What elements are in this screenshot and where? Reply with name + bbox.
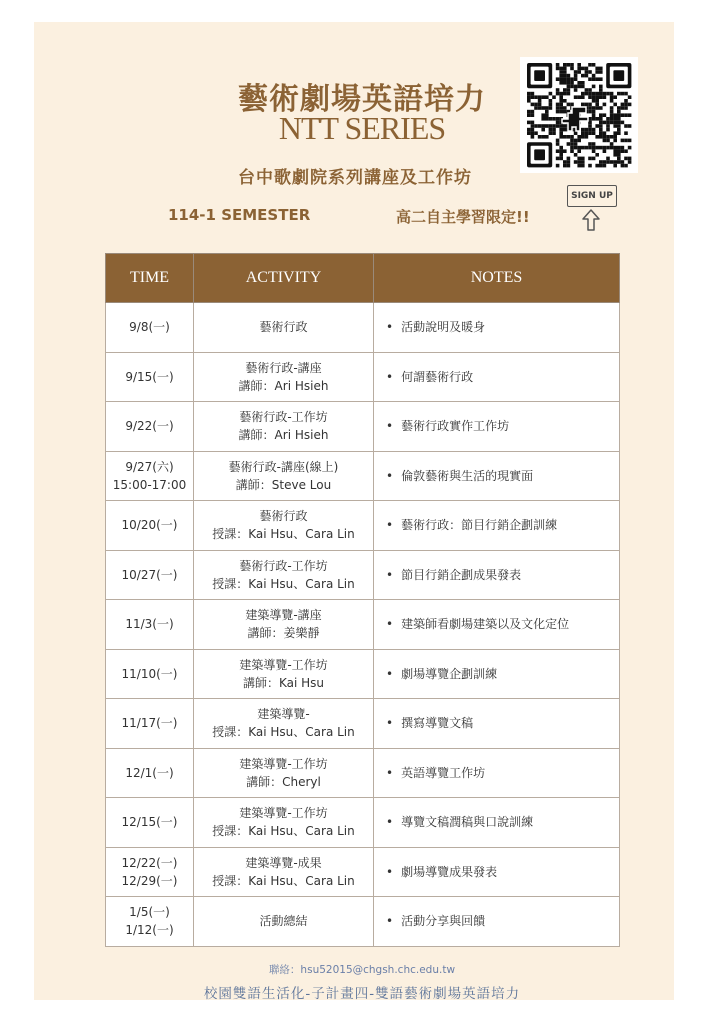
cell-time bbox=[106, 649, 194, 699]
cell-activity bbox=[194, 748, 374, 798]
activity-line: 講師：Steve Lou bbox=[235, 477, 332, 492]
note-text: 倫敦藝術與生活的現實面 bbox=[401, 468, 534, 483]
note-text: 英語導覽工作坊 bbox=[401, 765, 486, 780]
activity-line: 建築導覽-工作坊 bbox=[239, 806, 328, 821]
time-line: 1/12(一) bbox=[125, 923, 174, 938]
cell-note bbox=[374, 600, 620, 650]
note-text: 活動說明及暖身 bbox=[401, 320, 486, 335]
table-row bbox=[106, 897, 620, 947]
cell-activity bbox=[194, 501, 374, 551]
signup-badge[interactable] bbox=[567, 185, 619, 233]
cell-time bbox=[106, 847, 194, 897]
cell-time bbox=[106, 352, 194, 402]
note-text: 節目行銷企劃成果發表 bbox=[401, 567, 522, 582]
cell-activity bbox=[194, 600, 374, 650]
cell-note bbox=[374, 402, 620, 452]
activity-line: 藝術行政-工作坊 bbox=[239, 558, 328, 573]
time-line: 1/5(一) bbox=[129, 905, 170, 920]
table-row bbox=[106, 748, 620, 798]
header-activity: ACTIVITY bbox=[194, 254, 374, 303]
cell-time bbox=[106, 402, 194, 452]
cell-activity bbox=[194, 699, 374, 749]
time-line: 12/1(一) bbox=[125, 765, 174, 780]
note-text: 藝術行政實作工作坊 bbox=[401, 419, 510, 434]
note-text: 何謂藝術行政 bbox=[401, 369, 474, 384]
activity-line: 藝術行政-工作坊 bbox=[239, 410, 328, 425]
title-english: NTT SERIES bbox=[278, 110, 446, 146]
cell-activity bbox=[194, 897, 374, 947]
time-line: 9/27(六) bbox=[125, 459, 174, 474]
activity-line: 授課：Kai Hsu、Cara Lin bbox=[212, 527, 355, 542]
activity-line: 授課：Kai Hsu、Cara Lin bbox=[212, 576, 355, 591]
activity-line: 授課：Kai Hsu、Cara Lin bbox=[212, 725, 355, 740]
cell-activity bbox=[194, 451, 374, 501]
cell-note bbox=[374, 451, 620, 501]
cell-activity bbox=[194, 649, 374, 699]
table-row bbox=[106, 550, 620, 600]
activity-line: 講師：Ari Hsieh bbox=[238, 378, 329, 393]
activity-line: 藝術行政 bbox=[259, 320, 308, 335]
cell-note bbox=[374, 501, 620, 551]
note-text: 建築師看劇場建築以及文化定位 bbox=[401, 617, 570, 632]
cell-note bbox=[374, 897, 620, 947]
signup-label: SIGN UP bbox=[567, 185, 617, 207]
semester-label: 114-1 SEMESTER bbox=[168, 206, 311, 224]
cell-note bbox=[374, 748, 620, 798]
cell-activity bbox=[194, 798, 374, 848]
eligibility-note: 高二自主學習限定!! bbox=[396, 208, 530, 226]
activity-line: 建築導覽-講座 bbox=[245, 608, 322, 623]
cell-time bbox=[106, 303, 194, 353]
table-row bbox=[106, 402, 620, 452]
activity-line: 授課：Kai Hsu、Cara Lin bbox=[212, 873, 355, 888]
time-line: 12/29(一) bbox=[121, 873, 178, 888]
note-text: 劇場導覽成果發表 bbox=[401, 864, 498, 879]
activity-line: 講師：姜樂靜 bbox=[247, 626, 320, 641]
cell-time bbox=[106, 699, 194, 749]
activity-line: 講師：Kai Hsu bbox=[242, 675, 325, 690]
header-time: TIME bbox=[106, 254, 194, 303]
cell-time bbox=[106, 897, 194, 947]
contact-email: 聯絡：hsu52015@chgsh.chc.edu.tw bbox=[268, 964, 456, 976]
time-line: 11/17(一) bbox=[121, 716, 178, 731]
cell-time bbox=[106, 550, 194, 600]
table-row bbox=[106, 798, 620, 848]
cell-activity bbox=[194, 303, 374, 353]
time-line: 11/10(一) bbox=[121, 666, 178, 681]
arrow-up-icon bbox=[582, 209, 600, 231]
schedule-table bbox=[105, 253, 620, 947]
activity-line: 活動總結 bbox=[259, 914, 308, 929]
table-row bbox=[106, 352, 620, 402]
activity-line: 建築導覽-工作坊 bbox=[239, 657, 328, 672]
note-text: 藝術行政：節目行銷企劃訓練 bbox=[401, 518, 558, 533]
qr-code-graphic bbox=[520, 57, 638, 173]
cell-activity bbox=[194, 550, 374, 600]
time-line: 9/22(一) bbox=[125, 419, 174, 434]
cell-note bbox=[374, 649, 620, 699]
time-line: 12/22(一) bbox=[121, 855, 178, 870]
cell-activity bbox=[194, 402, 374, 452]
table-row bbox=[106, 699, 620, 749]
qr-code-icon[interactable] bbox=[520, 57, 638, 173]
activity-line: 講師：Cheryl bbox=[246, 774, 321, 789]
table-row bbox=[106, 501, 620, 551]
activity-line: 藝術行政 bbox=[259, 509, 308, 524]
activity-line: 講師：Ari Hsieh bbox=[238, 428, 329, 443]
time-line: 12/15(一) bbox=[121, 815, 178, 830]
cell-time bbox=[106, 600, 194, 650]
activity-line: 建築導覽-工作坊 bbox=[239, 756, 328, 771]
note-text: 撰寫導覽文稿 bbox=[401, 716, 474, 731]
cell-note bbox=[374, 699, 620, 749]
cell-note bbox=[374, 847, 620, 897]
time-line: 10/27(一) bbox=[121, 567, 178, 582]
activity-line: 藝術行政-講座(線上) bbox=[228, 459, 339, 474]
activity-line: 建築導覽- bbox=[257, 707, 310, 722]
time-line: 9/15(一) bbox=[125, 369, 174, 384]
table-row bbox=[106, 847, 620, 897]
footer-program-line: 校園雙語生活化-子計畫四-雙語藝術劇場英語培力 bbox=[203, 986, 521, 1002]
cell-activity bbox=[194, 847, 374, 897]
table-row bbox=[106, 303, 620, 353]
cell-activity bbox=[194, 352, 374, 402]
subtitle: 台中歌劇院系列講座及工作坊 bbox=[238, 168, 472, 188]
table-row bbox=[106, 649, 620, 699]
cell-note bbox=[374, 798, 620, 848]
table-header-row bbox=[106, 254, 620, 303]
table-row bbox=[106, 600, 620, 650]
time-line: 11/3(一) bbox=[125, 617, 174, 632]
note-text: 導覽文稿潤稿與口說訓練 bbox=[401, 815, 534, 830]
cell-time bbox=[106, 748, 194, 798]
time-line: 15:00-17:00 bbox=[112, 477, 187, 492]
activity-line: 藝術行政-講座 bbox=[245, 360, 322, 375]
activity-line: 建築導覽-成果 bbox=[245, 855, 322, 870]
cell-time bbox=[106, 501, 194, 551]
table-row bbox=[106, 451, 620, 501]
time-line: 10/20(一) bbox=[121, 518, 178, 533]
note-text: 活動分享與回饋 bbox=[401, 914, 486, 929]
title-chinese: 藝術劇場英語培力 bbox=[238, 82, 486, 117]
activity-line: 授課：Kai Hsu、Cara Lin bbox=[212, 824, 355, 839]
cell-note bbox=[374, 550, 620, 600]
cell-note bbox=[374, 352, 620, 402]
note-text: 劇場導覽企劃訓練 bbox=[401, 666, 498, 681]
time-line: 9/8(一) bbox=[129, 320, 170, 335]
cell-time bbox=[106, 451, 194, 501]
cell-note bbox=[374, 303, 620, 353]
header-notes: NOTES bbox=[374, 254, 620, 303]
cell-time bbox=[106, 798, 194, 848]
